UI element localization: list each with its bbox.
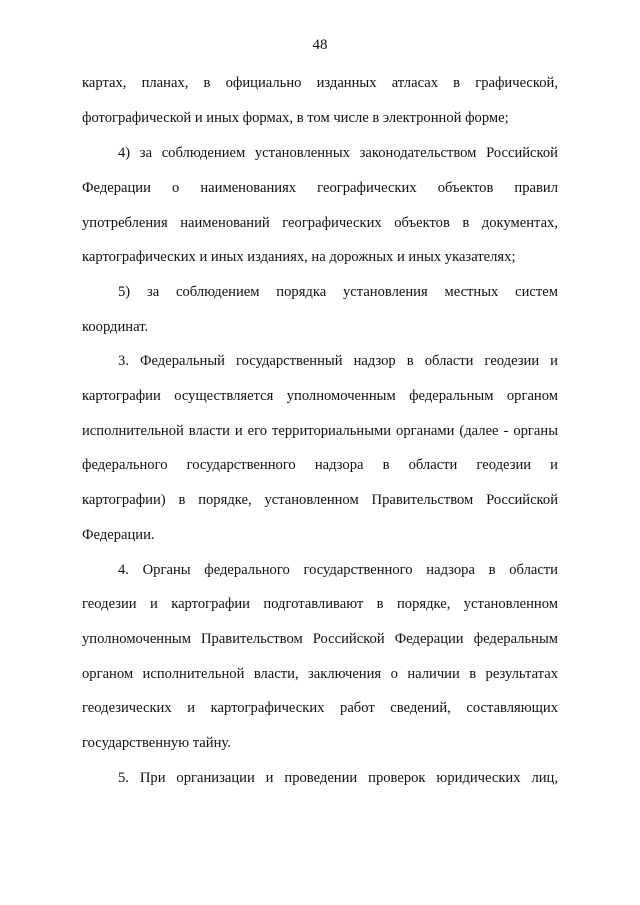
text-line: исполнительной власти и его территориальными органами (далее - органы — [82, 423, 558, 439]
text-line: органом исполнительной власти, заключения о наличии в результатах — [82, 666, 558, 682]
text-line: 5) за соблюдением порядка установления местных систем — [118, 284, 558, 300]
text-line: Федерации. — [82, 527, 155, 543]
text-line: фотографической и иных формах, в том числе в электронной форме; — [82, 110, 509, 126]
text-line: 4. Органы федерального государственного надзора в области — [118, 562, 558, 578]
text-line: картографии осуществляется уполномоченным федеральным органом — [82, 388, 558, 404]
text-line: 3. Федеральный государственный надзор в области геодезии и — [118, 353, 558, 369]
text-line: употребления наименований географических объектов в документах, — [82, 215, 558, 231]
text-line: 4) за соблюдением установленных законодательством Российской — [118, 145, 558, 161]
text-line: Федерации о наименованиях географических объектов правил — [82, 180, 558, 196]
text-line: координат. — [82, 319, 149, 335]
page-number: 48 — [312, 37, 328, 53]
text-line: картографических и иных изданиях, на дорожных и иных указателях; — [82, 249, 516, 265]
text-line: федерального государственного надзора в области геодезии и — [82, 457, 558, 473]
text-line: государственную тайну. — [82, 735, 231, 751]
text-line: 5. При организации и проведении проверок юридических лиц, — [118, 770, 558, 786]
text-line: картах, планах, в официально изданных атласах в графической, — [82, 75, 558, 91]
text-line: картографии) в порядке, установленном Правительством Российской — [82, 492, 558, 508]
text-line: уполномоченным Правительством Российской Федерации федеральным — [82, 631, 558, 647]
text-line: геодезических и картографических работ сведений, составляющих — [82, 700, 558, 716]
text-line: геодезии и картографии подготавливают в порядке, установленном — [82, 596, 558, 612]
